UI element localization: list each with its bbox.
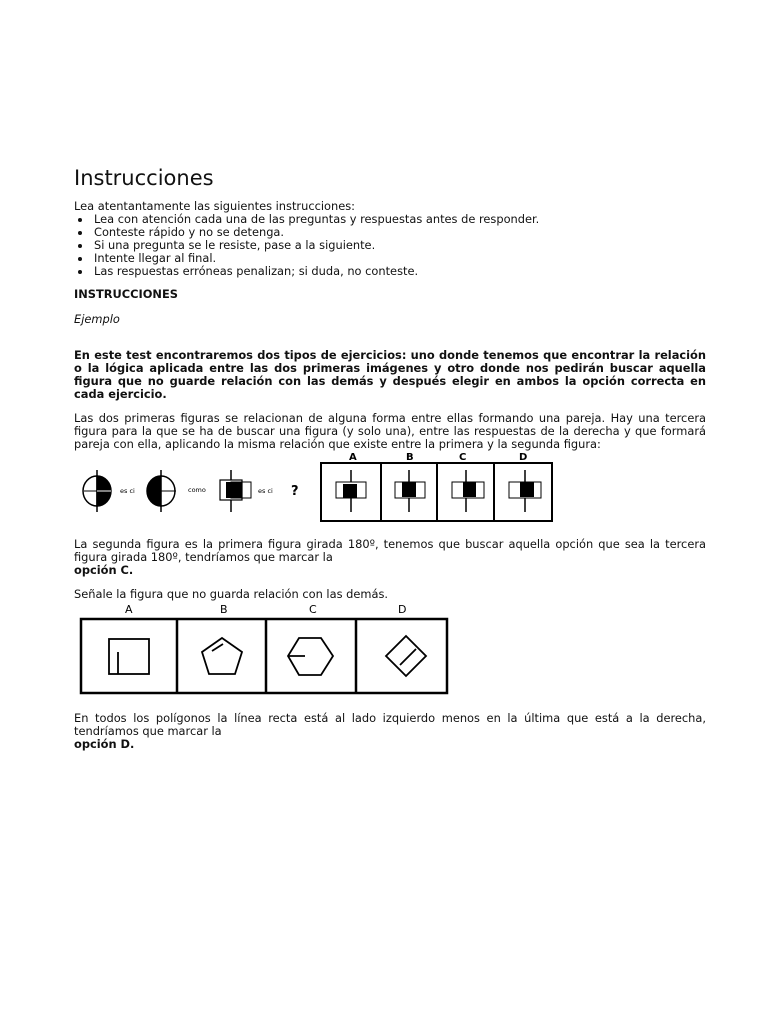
odd-option-a-square xyxy=(109,639,149,674)
list-item: • Intente llegar al final. xyxy=(92,252,539,265)
question-mark: ? xyxy=(291,484,299,499)
odd-options-frame xyxy=(81,619,447,693)
rules-list xyxy=(74,213,539,278)
analogy-options-frame xyxy=(321,463,552,521)
odd-answer-explanation: En todos los polígonos la línea recta está al lado izquierdo menos en la última que está a la derecha, tendríamos que marcar la xyxy=(74,711,706,738)
intro-text: Lea atentantamente las siguientes instrucciones: xyxy=(74,199,355,213)
analogy-option-b-label: B xyxy=(406,452,414,463)
analogy-shape-2 xyxy=(147,470,176,512)
como-label: como xyxy=(188,486,206,494)
list-item: • Lea con atención cada una de las preguntas y respuestas antes de responder. xyxy=(92,213,539,226)
bold-intro: En este test encontraremos dos tipos de ejercicios: uno donde tenemos que encontrar la relación o la lógica aplicada entre las dos primeras imágenes y otro donde nos pedirán buscar aquella figura que no guarde relación con las demás y después elegir en ambos la opción correcta en cada ejercicio. xyxy=(74,348,706,401)
list-item: • Conteste rápido y no se detenga. xyxy=(92,226,539,239)
odd-option-d-diamond xyxy=(386,636,426,676)
analogy-option-d-label: D xyxy=(519,452,528,463)
odd-option-a-label: A xyxy=(125,603,133,616)
odd-answer: opción D. xyxy=(74,737,135,751)
odd-option-b-pentagon xyxy=(202,638,242,674)
page-title: Instrucciones xyxy=(74,166,214,190)
es-ci-label: es ci xyxy=(120,487,135,495)
analogy-option-d xyxy=(509,470,541,512)
analogy-shape-3 xyxy=(220,470,251,512)
analogy-option-b xyxy=(395,470,425,512)
analogy-explanation: Las dos primeras figuras se relacionan de alguna forma entre ellas formando una pareja. Hay una tercera figura para la que se ha de buscar una figura (y solo una), entre las respuestas de la derecha y que formará pareja con ella, aplicando la misma relación que existe entre la primera y la segunda figura: xyxy=(74,411,706,451)
es-ci-label-2: es ci xyxy=(258,487,273,495)
odd-option-c-label: C xyxy=(309,603,317,616)
analogy-answer: opción C. xyxy=(74,563,134,577)
list-item: • Las respuestas erróneas penalizan; si duda, no conteste. xyxy=(92,265,539,278)
odd-option-c-hexagon xyxy=(288,638,333,675)
analogy-shape-1 xyxy=(83,470,111,512)
analogy-option-c xyxy=(452,470,484,512)
list-item: • Si una pregunta se le resiste, pase a la siguiente. xyxy=(92,239,539,252)
odd-option-d-label: D xyxy=(398,603,407,616)
analogy-option-a xyxy=(336,470,366,512)
analogy-option-c-label: C xyxy=(459,452,467,463)
section-heading: INSTRUCCIONES xyxy=(74,287,178,301)
odd-option-b-label: B xyxy=(220,603,228,616)
odd-one-out-prompt: Señale la figura que no guarda relación con las demás. xyxy=(74,587,388,601)
analogy-option-a-label: A xyxy=(349,452,357,463)
example-label: Ejemplo xyxy=(74,312,120,326)
analogy-answer-explanation: La segunda figura es la primera figura girada 180º, tenemos que buscar aquella opción que sea la tercera figura girada 180º, tendríamos que marcar la xyxy=(74,537,706,564)
